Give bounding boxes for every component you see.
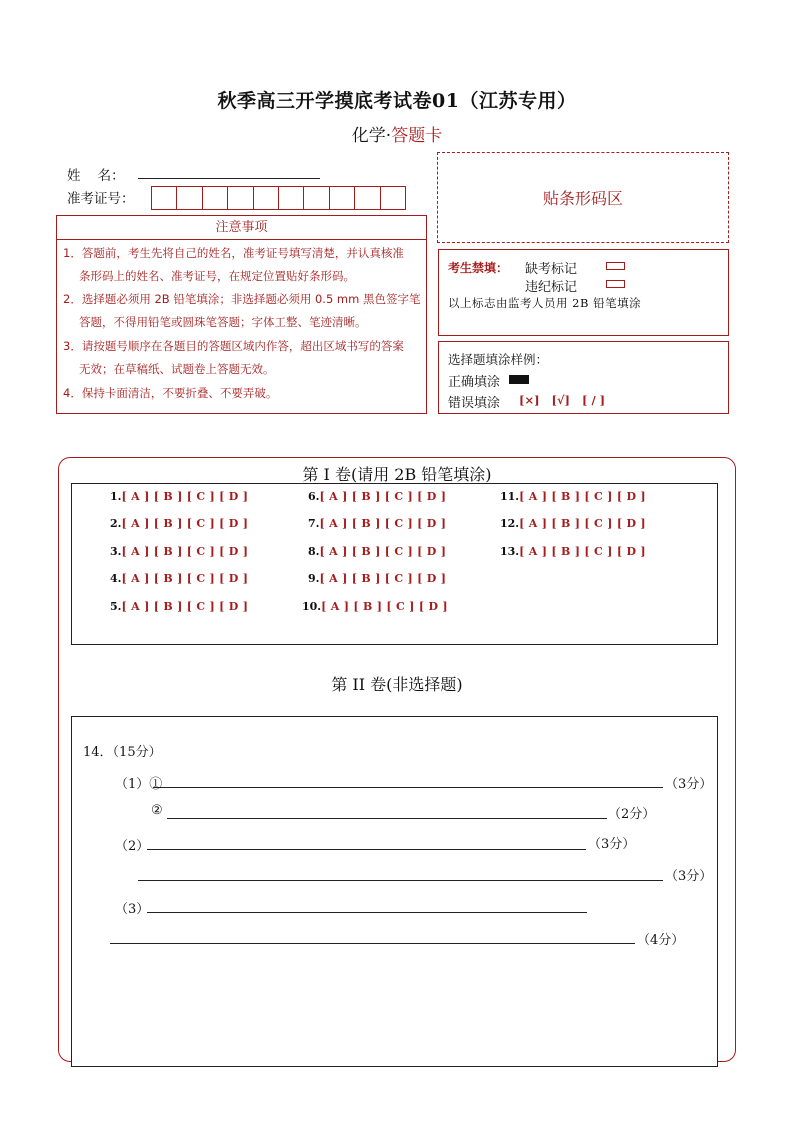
section-2-title: 第 II 卷(非选择题) [331,675,463,694]
fill-sample-title: 选择题填涂样例： [448,352,549,367]
question-12[interactable] [500,517,646,530]
notice-heading: 注意事项 [57,216,426,240]
examiner-only-label: 考生禁填： [448,261,509,275]
answer-line-3-a[interactable] [147,912,587,913]
correct-fill-sample [509,375,529,384]
question-number: 6. [308,490,320,503]
notice-item-4 [63,382,423,405]
exam-id-digit-box[interactable] [151,186,177,210]
question-2[interactable] [110,517,248,530]
absent-mark-label: 缺考标记 [525,262,578,277]
answer-options[interactable]: [ A ] [ B ] [ C ] [ D ] [519,545,646,558]
question-number: 12. [500,517,520,530]
question-number: 9. [308,572,320,585]
score-3: （4分） [637,933,685,948]
question-1[interactable] [110,490,248,503]
answer-options[interactable]: [ A ] [ B ] [ C ] [ D ] [519,517,646,530]
question-number: 7. [308,517,320,530]
question-13[interactable] [500,545,646,558]
part-1-1-label: （1）① [115,777,163,792]
page-title: 秋季高三开学摸底考试卷01（江苏专用） [217,90,577,112]
question-11[interactable] [500,490,646,503]
question-5[interactable] [110,600,248,613]
part-3-label: （3） [115,902,150,917]
exam-id-boxes[interactable] [151,186,405,210]
exam-id-digit-box[interactable] [227,186,253,210]
answer-options[interactable]: [ A ] [ B ] [ C ] [ D ] [319,572,447,585]
barcode-area: 贴条形码区 [437,152,729,243]
question-number: 13. [500,545,520,558]
score-2-a: （3分） [588,837,636,852]
question-number: 1. [110,490,122,503]
answer-options[interactable]: [ A ] [ B ] [ C ] [ D ] [121,600,249,613]
exam-id-digit-box[interactable] [202,186,228,210]
page-subtitle [0,121,794,146]
question-3[interactable] [110,545,248,558]
score-1-1: （3分） [665,777,713,792]
question-7[interactable] [308,517,446,530]
notice-item-2 [63,288,423,334]
question-9[interactable] [308,572,446,585]
exam-id-digit-box[interactable] [380,186,406,210]
question-8[interactable] [308,545,446,558]
answer-options[interactable]: [ A ] [ B ] [ C ] [ D ] [519,490,646,503]
answer-line-2-b[interactable] [138,880,663,881]
answer-options[interactable]: [ A ] [ B ] [ C ] [ D ] [121,545,249,558]
notice-item-1-line2: 条形码上的姓名、准考证号，在规定位置贴好条形码。 [79,269,355,283]
answer-options[interactable]: [ A ] [ B ] [ C ] [ D ] [319,545,447,558]
section-1-title: 第 I 卷(请用 2B 铅笔填涂) [302,465,492,484]
wrong-mark-check: [√] [551,393,570,407]
absent-mark-box[interactable] [606,262,625,270]
score-2-b: （3分） [665,869,713,884]
notice-item-1-line1: 1．答题前，考生先将自己的姓名，准考证号填写清楚，并认真核准 [63,246,404,260]
answer-line-2-a[interactable] [147,849,586,850]
answer-options[interactable]: [ A ] [ B ] [ C ] [ D ] [121,490,249,503]
exam-id-digit-box[interactable] [303,186,329,210]
violation-mark-box[interactable] [606,280,625,288]
answer-line-3-b[interactable] [110,943,635,944]
examiner-only-box [438,249,729,336]
exam-id-label: 准考证号： [67,191,135,207]
score-1-2: （2分） [608,807,656,822]
question-number: 2. [110,517,122,530]
question-10[interactable] [302,600,448,613]
answer-options[interactable]: [ A ] [ B ] [ C ] [ D ] [319,490,447,503]
question-number: 10. [302,600,322,613]
subtitle-card: 答题卡 [391,126,443,146]
notice-item-1 [63,242,423,288]
subtitle-subject: 化学· [351,126,392,146]
exam-id-digit-box[interactable] [176,186,202,210]
exam-id-digit-box[interactable] [329,186,355,210]
question-14-box [71,716,718,1067]
notice-item-4-line1: 4．保持卡面清洁，不要折叠、不要弄破。 [63,386,278,400]
choice-answer-box [71,483,718,645]
notice-item-3-line1: 3．请按题号顺序在各题目的答题区域内作答，超出区域书写的答案 [63,339,404,353]
question-number: 8. [308,545,320,558]
examiner-note: 以上标志由监考人员用 2B 铅笔填涂 [448,296,642,310]
correct-fill-label: 正确填涂 [448,375,501,390]
wrong-mark-slash: [ / ] [582,393,606,407]
notice-item-3-line2: 无效；在草稿纸、试题卷上答题无效。 [79,362,275,376]
wrong-fill-samples [519,393,605,407]
exam-id-digit-box[interactable] [278,186,304,210]
answer-options[interactable]: [ A ] [ B ] [ C ] [ D ] [321,600,448,613]
violation-mark-label: 违纪标记 [525,280,578,295]
question-number: 5. [110,600,122,613]
answer-options[interactable]: [ A ] [ B ] [ C ] [ D ] [121,517,249,530]
fill-sample-box [438,341,729,414]
answer-line-1-2[interactable] [167,818,607,819]
wrong-fill-label: 错误填涂 [448,396,501,411]
name-field[interactable] [138,178,320,179]
notice-item-2-line2: 答题，不得用铅笔或圆珠笔答题；字体工整、笔迹清晰。 [79,315,367,329]
question-14-header: 14．（15分） [83,745,162,760]
question-number: 4. [110,572,122,585]
answer-options[interactable]: [ A ] [ B ] [ C ] [ D ] [319,517,447,530]
part-2-label: （2） [115,839,150,854]
notice-item-3 [63,335,423,381]
exam-id-digit-box[interactable] [354,186,380,210]
answer-line-1-1[interactable] [153,787,663,788]
name-label: 姓 名： [67,168,125,184]
wrong-mark-cross: [×] [519,393,540,407]
part-1-2-label: ② [151,803,163,818]
question-number: 3. [110,545,122,558]
question-6[interactable] [308,490,446,503]
question-number: 11. [500,490,520,503]
notice-box [56,215,427,414]
answer-options[interactable]: [ A ] [ B ] [ C ] [ D ] [121,572,249,585]
notice-item-2-line1: 2．选择题必须用 2B 铅笔填涂；非选择题必须用 0.5 mm 黑色签字笔 [63,292,421,306]
exam-id-digit-box[interactable] [253,186,279,210]
question-4[interactable] [110,572,248,585]
